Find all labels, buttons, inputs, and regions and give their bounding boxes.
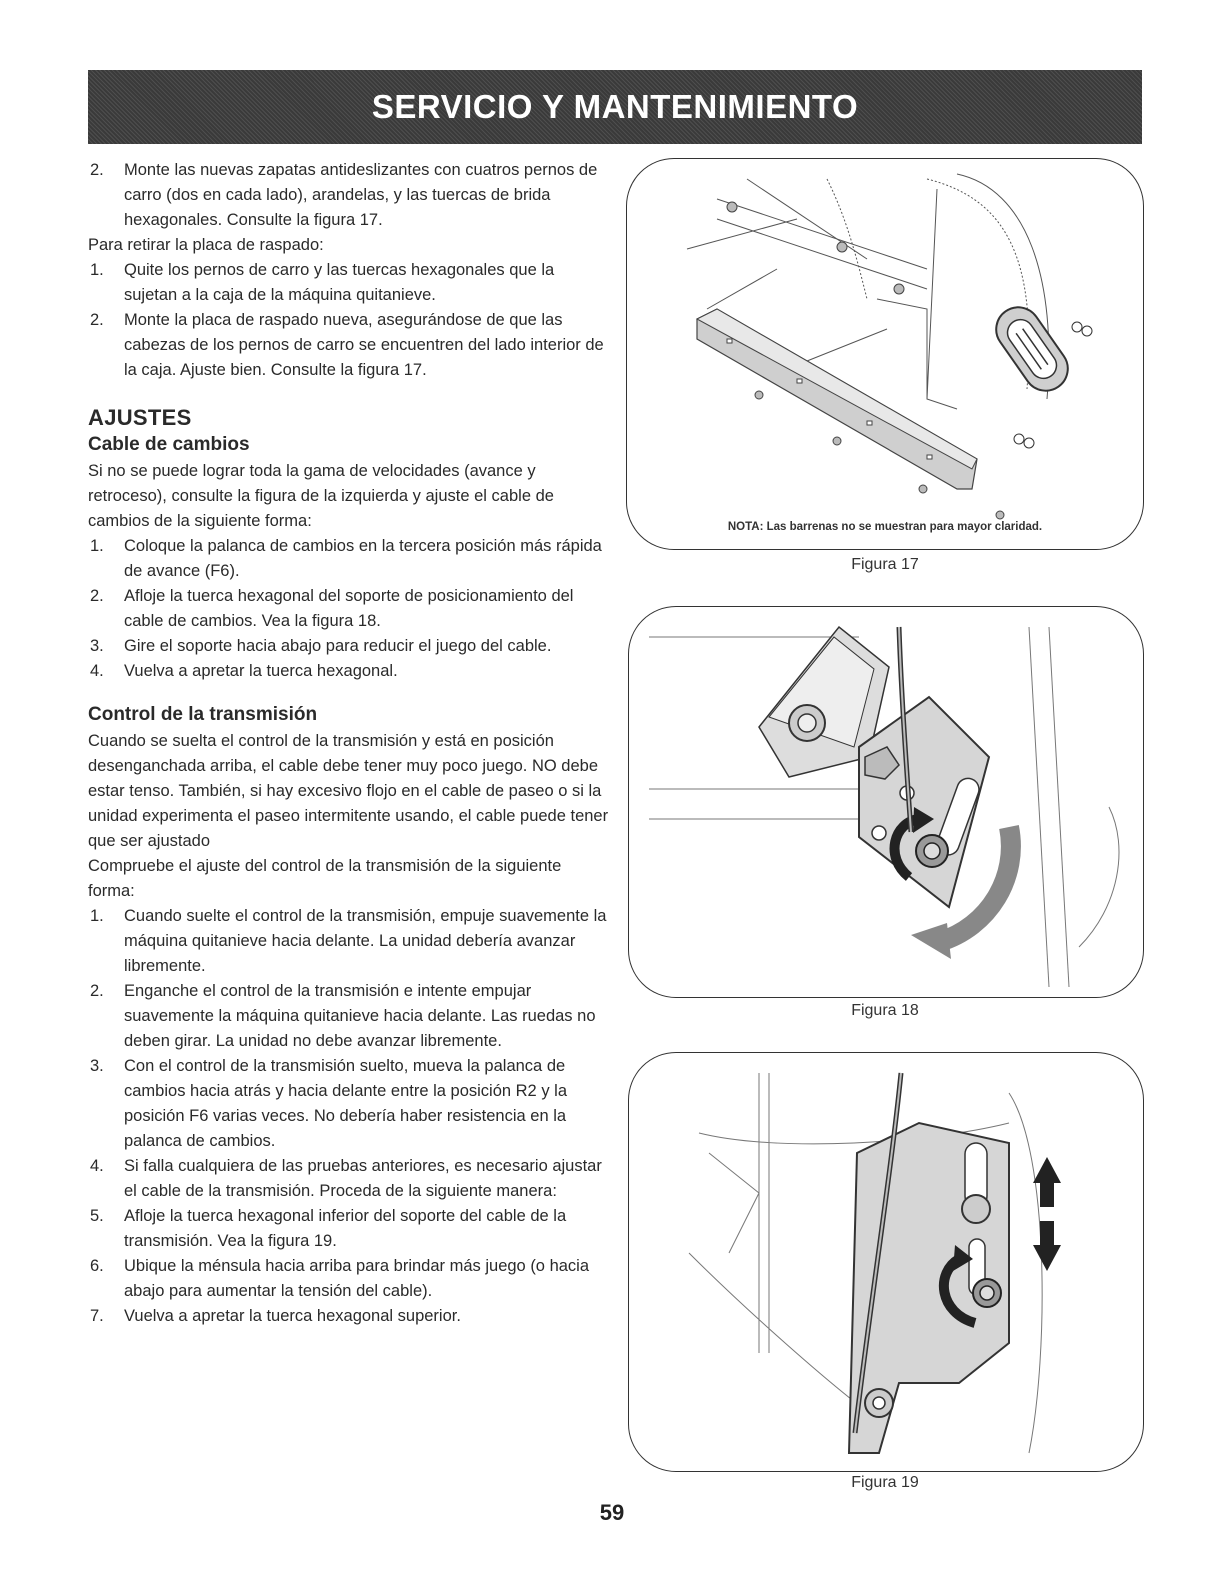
step-text: Coloque la palanca de cambios en la tercera posición más rápida de avance (F6).	[124, 537, 602, 580]
step-number: 2.	[90, 161, 104, 179]
figure-18	[628, 606, 1144, 998]
step-text: Vuelva a apretar la tuerca hexagonal.	[124, 662, 398, 680]
intro-step-2	[88, 158, 610, 233]
step-text: Vuelva a apretar la tuerca hexagonal superior.	[124, 1307, 461, 1325]
scraper-intro: Para retirar la placa de raspado:	[88, 236, 324, 254]
drive-step-2	[88, 979, 610, 1054]
drive-step-4	[88, 1154, 610, 1204]
step-text: Quite los pernos de carro y las tuercas hexagonales que la sujetan a la caja de la máquina quitanieve.	[124, 261, 555, 304]
section-title: SERVICIO Y MANTENIMIENTO	[371, 88, 859, 125]
step-text: Afloje la tuerca hexagonal inferior del soporte del cable de la transmisión. Vea la figura 19.	[124, 1207, 567, 1250]
figure-19-illustration	[629, 1053, 1143, 1471]
step-text: Gire el soporte hacia abajo para reducir el juego del cable.	[124, 637, 552, 655]
drive-step-7	[88, 1304, 610, 1329]
step-text: Cuando suelte el control de la transmisión, empuje suavemente la máquina quitanieve hacia delante. La unidad debería avanzar libremente.	[124, 907, 607, 975]
figure-18-caption: Figura 18	[851, 1002, 919, 1019]
drive-step-5	[88, 1204, 610, 1254]
step-text: Afloje la tuerca hexagonal del soporte de posicionamiento del cable de cambios. Vea la figura 18.	[124, 587, 574, 630]
figure-17-note: NOTA: Las barrenas no se muestran para mayor claridad.	[727, 521, 1043, 533]
scraper-step-2	[88, 308, 610, 383]
step-number: 1.	[90, 907, 104, 925]
step-text: Si falla cualquiera de las pruebas anteriores, es necesario ajustar el cable de la transmisión. Proceda de la siguiente manera:	[124, 1157, 602, 1200]
drive-step-3	[88, 1054, 610, 1154]
scraper-step-1	[88, 258, 610, 308]
shift-cable-step-2	[88, 584, 610, 634]
page-number: 59	[599, 1500, 625, 1525]
step-number: 1.	[90, 261, 104, 279]
step-number: 2.	[90, 587, 104, 605]
drive-control-check: Compruebe el ajuste del control de la transmisión de la siguiente forma:	[88, 857, 562, 900]
shift-cable-step-4	[88, 659, 610, 684]
section-banner	[88, 70, 1142, 144]
instructions-column	[88, 158, 610, 1329]
figure-19-caption: Figura 19	[851, 1474, 919, 1491]
drive-step-1	[88, 904, 610, 979]
shift-cable-intro: Si no se puede lograr toda la gama de velocidades (avance y retroceso), consulte la figura de la izquierda y ajuste el cable de cambios de la siguiente forma:	[88, 462, 554, 530]
shift-cable-step-3	[88, 634, 610, 659]
figure-17-caption: Figura 17	[851, 556, 919, 573]
figure-18-illustration	[629, 607, 1143, 997]
step-text: Ubique la ménsula hacia arriba para brindar más juego (o hacia abajo para aumentar la tensión del cable).	[124, 1257, 590, 1300]
step-text: Enganche el control de la transmisión e intente empujar suavemente la máquina quitanieve hacia delante. Las ruedas no deben girar. La unidad no debe avanzar libremente.	[124, 982, 596, 1050]
figure-17	[626, 158, 1144, 550]
step-text: Con el control de la transmisión suelto, mueva la palanca de cambios hacia atrás y hacia delante entre la posición R2 y la posición F6 varias veces. No debería haber resistencia en la palanca de cambios.	[124, 1057, 567, 1150]
step-number: 4.	[90, 1157, 104, 1175]
drive-control-intro: Cuando se suelta el control de la transmisión y está en posición desenganchada arriba, el cable debe tener muy poco juego. NO debe estar tenso. También, si hay excesivo flojo en el cable de paseo o si la unidad experimenta el paseo intermitente usando, el cable puede tener que ser ajustado	[88, 732, 609, 850]
step-number: 3.	[90, 1057, 104, 1075]
step-number: 6.	[90, 1257, 104, 1275]
drive-control-heading: Control de la transmisión	[88, 704, 318, 725]
shift-cable-step-1	[88, 534, 610, 584]
step-number: 5.	[90, 1207, 104, 1225]
step-number: 2.	[90, 311, 104, 329]
step-text: Monte las nuevas zapatas antideslizantes con cuatros pernos de carro (dos en cada lado), arandelas, y las tuercas de brida hexagonales. Consulte la figura 17.	[124, 161, 598, 229]
step-text: Monte la placa de raspado nueva, asegurándose de que las cabezas de los pernos de carro se encuentren del lado interior de la caja. Ajuste bien. Consulte la figura 17.	[124, 311, 604, 379]
drive-step-6	[88, 1254, 610, 1304]
step-number: 1.	[90, 537, 104, 555]
figure-19	[628, 1052, 1144, 1472]
step-number: 2.	[90, 982, 104, 1000]
step-number: 4.	[90, 662, 104, 680]
step-number: 3.	[90, 637, 104, 655]
adjustments-heading: AJUSTES	[88, 405, 192, 430]
shift-cable-heading: Cable de cambios	[88, 434, 250, 455]
step-number: 7.	[90, 1307, 104, 1325]
figure-17-illustration	[627, 159, 1143, 549]
